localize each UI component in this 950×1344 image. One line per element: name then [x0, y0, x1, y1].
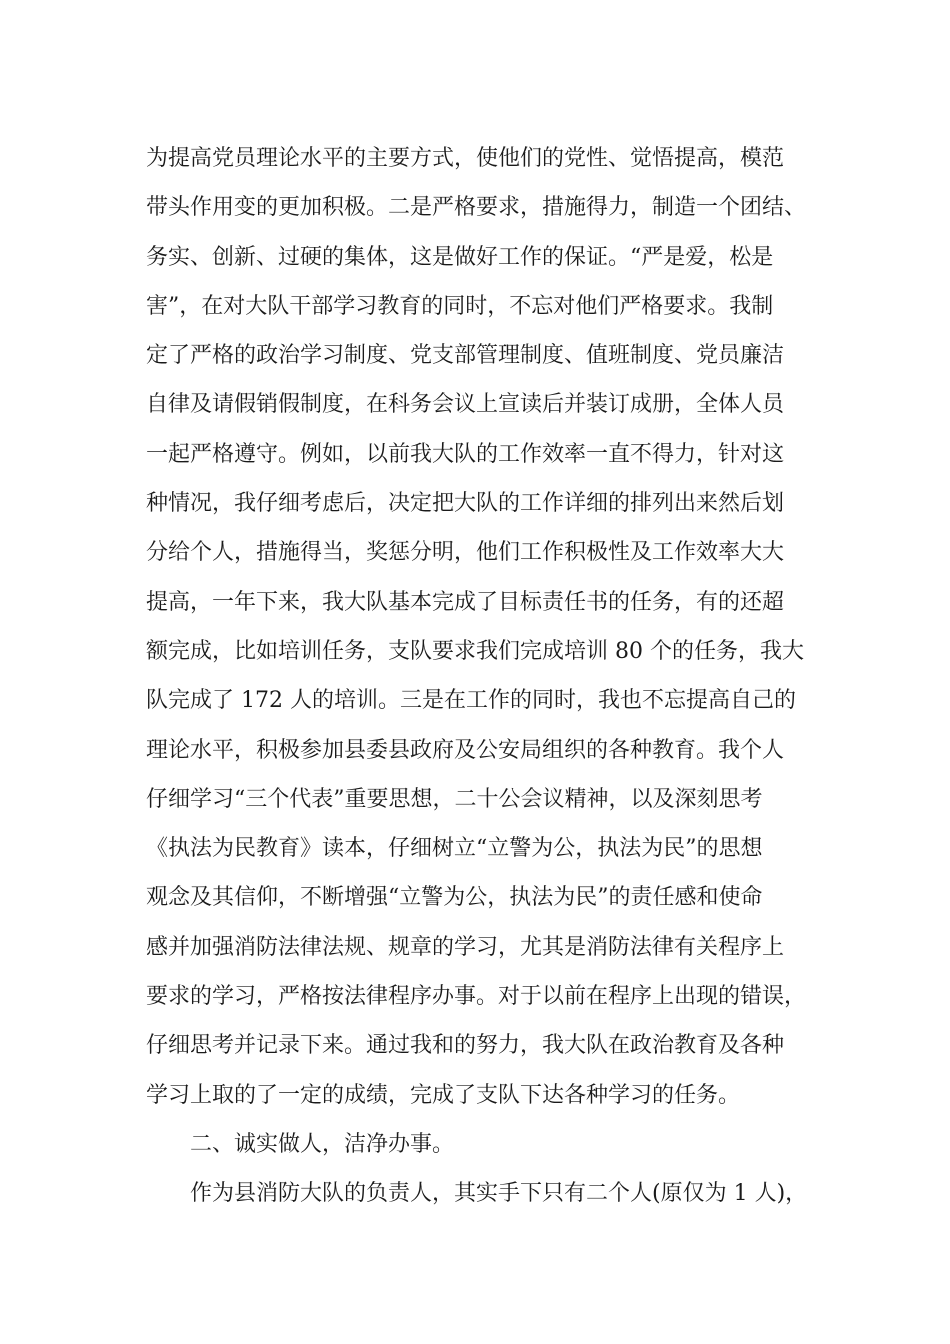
text-line: 要求的学习，严格按法律程序办事。对于以前在程序上出现的错误， [146, 984, 807, 1010]
text-line: 学习上取的了一定的成绩，完成了支队下达各种学习的任务。 [146, 1082, 741, 1108]
text-line: 额完成，比如培训任务，支队要求我们完成培训 80 个的任务，我大 [146, 638, 804, 664]
text-line: 感并加强消防法律法规、规章的学习，尤其是消防法律有关程序上 [146, 934, 785, 960]
text-line: 定了严格的政治学习制度、党支部管理制度、值班制度、党员廉洁 [146, 343, 785, 369]
paragraph-start-line: 作为县消防大队的负责人，其实手下只有二个人(原仅为 1 人)， [190, 1181, 808, 1207]
text-line: 带头作用变的更加积极。二是严格要求，措施得力，制造一个团结、 [146, 195, 807, 221]
document-body [146, 134, 836, 1219]
text-line: 提高，一年下来，我大队基本完成了目标责任书的任务，有的还超 [146, 589, 785, 615]
text-line: 分给个人，措施得当，奖惩分明，他们工作积极性及工作效率大大 [146, 540, 785, 566]
text-line: 种情况，我仔细考虑后，决定把大队的工作详细的排列出来然后划 [146, 491, 785, 517]
text-line: 仔细思考并记录下来。通过我和的努力，我大队在政治教育及各种 [146, 1033, 785, 1059]
text-line: 害”，在对大队干部学习教育的同时，不忘对他们严格要求。我制 [146, 293, 774, 319]
text-line: 自律及请假销假制度，在科务会议上宣读后并装订成册，全体人员 [146, 392, 785, 418]
text-line: 务实、创新、过硬的集体，这是做好工作的保证。“严是爱，松是 [146, 244, 774, 270]
section-heading: 二、诚实做人，洁净办事。 [190, 1131, 455, 1157]
text-line: 观念及其信仰，不断增强“立警为公，执法为民”的责任感和使命 [146, 885, 763, 911]
text-line: 《执法为民教育》读本，仔细树立“立警为公，执法为民”的思想 [146, 836, 763, 862]
text-line: 为提高党员理论水平的主要方式，使他们的党性、觉悟提高，模范 [146, 146, 785, 171]
text-line: 一起严格遵守。例如，以前我大队的工作效率一直不得力，针对这 [146, 441, 785, 467]
text-line: 理论水平，积极参加县委县政府及公安局组织的各种教育。我个人 [146, 737, 785, 763]
text-line: 仔细学习“三个代表”重要思想，二十公会议精神，以及深刻思考 [146, 786, 763, 812]
text-line: 队完成了 172 人的培训。三是在工作的同时，我也不忘提高自己的 [146, 688, 796, 714]
